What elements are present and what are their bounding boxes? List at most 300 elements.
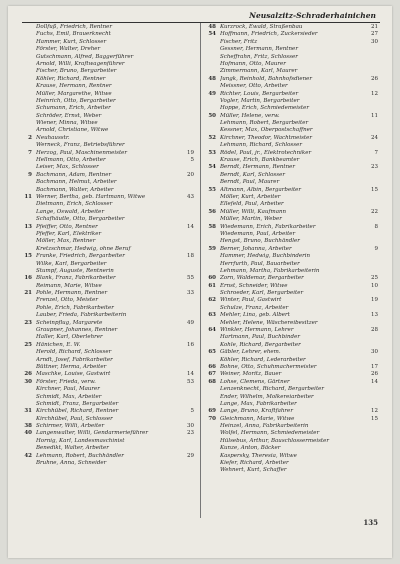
entry-number: 30 <box>371 349 378 356</box>
resident-entry: Pfeffer, Karl, Elektriker <box>36 230 102 237</box>
resident-entry: Krause, Erich, Bankbeamter <box>220 157 300 164</box>
entry-number: 5 <box>190 157 194 164</box>
directory-entry <box>22 430 194 437</box>
resident-entry: Dollfuß, Friedrich, Rentner <box>36 24 113 30</box>
resident-entry: Hofmann, Otto, Maurer <box>220 60 286 67</box>
entry-number: 55 <box>187 275 194 282</box>
resident-entry: Pfeiffer, Otto, Rentner <box>36 223 98 230</box>
resident-entry: Kessner, Max, Oberpostschaffner <box>220 127 313 134</box>
resident-entry: Schirmer, Willi, Arbeiter <box>36 423 105 430</box>
resident-entry: Kretzschmar, Hedwig, ohne Beruf <box>36 245 131 252</box>
resident-entry: Frenzel, Otto, Meister <box>36 297 98 304</box>
page-number: 135 <box>363 518 378 527</box>
resident-entry: Dietmann, Erich, Schlosser <box>36 201 113 208</box>
resident-entry: Möller, Kurt, Arbeiter <box>220 193 281 200</box>
directory-entry <box>206 24 378 31</box>
entry-number: 15 <box>371 415 378 422</box>
resident-entry: Ender, Wilhelm, Molkereiarbeiter <box>220 393 314 400</box>
entry-number: 14 <box>371 378 378 385</box>
entry-number: 26 <box>371 75 378 82</box>
directory-entry <box>22 61 194 68</box>
directory-entry <box>206 172 378 179</box>
directory-entry <box>22 290 194 297</box>
directory-entry <box>206 334 378 341</box>
directory-entry <box>206 216 378 223</box>
directory-entry <box>206 416 378 423</box>
resident-entry: Langenwalter, Willi, Gendarmerieführer <box>36 430 148 437</box>
resident-entry: Wiener, Minna, Witwe <box>36 120 98 127</box>
house-number: 31 <box>24 408 32 415</box>
resident-entry: Zimmermann, Karl, Maurer <box>220 68 298 75</box>
house-number: 38 <box>24 423 32 430</box>
directory-entry <box>206 231 378 238</box>
house-number: 69 <box>208 408 216 415</box>
directory-entry <box>206 46 378 53</box>
resident-entry: Kirchhübel, Richard, Rentner <box>36 408 119 415</box>
directory-entry <box>22 135 194 142</box>
house-number: 50 <box>208 112 216 119</box>
directory-entry <box>22 172 194 179</box>
directory-entry <box>22 401 194 408</box>
directory-entry <box>22 105 194 112</box>
resident-entry: Schmidt, Franz, Bergarbeiter <box>36 400 119 407</box>
resident-entry: Pohle, Hermann, Rentner <box>36 290 108 297</box>
directory-entry <box>206 327 378 334</box>
resident-entry: Herrfurth, Paul, Bauarbeiter <box>220 260 300 267</box>
directory-entry <box>206 312 378 319</box>
resident-entry: Pohle, Erich, Fabrikarbeiter <box>36 304 114 311</box>
resident-entry: Haller, Karl, Oberlehrer <box>36 334 103 341</box>
resident-entry: Bruhne, Anna, Schneider <box>36 460 107 467</box>
directory-entry <box>22 453 194 460</box>
entry-number: 21 <box>371 24 378 30</box>
directory-entry <box>206 246 378 253</box>
directory-entry <box>206 39 378 46</box>
directory-entry <box>206 83 378 90</box>
house-number: 58 <box>208 223 216 230</box>
resident-entry: Schroeder, Karl, Bergarbeiter <box>220 290 304 297</box>
house-number: 61 <box>208 282 216 289</box>
resident-entry: Heinrich, Otto, Bergarbeiter <box>36 97 116 104</box>
directory-entry <box>22 54 194 61</box>
directory-entry <box>206 349 378 356</box>
directory-entry <box>22 312 194 319</box>
resident-entry: Kohle, Richard, Bergarbeiter <box>220 341 301 348</box>
directory-entry <box>22 334 194 341</box>
directory-entry <box>206 127 378 134</box>
resident-entry: Jungk, Reinhold, Bahnhofsdiener <box>220 75 313 82</box>
resident-entry: Hoffmann, Friedrich, Zuckersieder <box>220 31 318 38</box>
resident-entry: Franke, Friedrich, Bergarbeiter <box>36 253 125 260</box>
directory-entry <box>206 401 378 408</box>
entry-number: 17 <box>371 363 378 370</box>
directory-entry <box>22 460 194 467</box>
entry-number: 10 <box>371 282 378 289</box>
house-number: 26 <box>24 371 32 378</box>
entry-number: 18 <box>187 253 194 260</box>
directory-entry <box>206 357 378 364</box>
resident-entry: Kiefer, Richard, Arbeiter <box>220 460 289 467</box>
resident-entry: Stumpf, Auguste, Rentnerin <box>36 267 114 274</box>
resident-entry: Leiser, Max, Schlosser <box>36 164 99 171</box>
directory-entry <box>206 224 378 231</box>
directory-entry <box>22 157 194 164</box>
resident-entry: Kaspersky, Theresia, Witwe <box>220 452 297 459</box>
directory-entry <box>206 164 378 171</box>
directory-entry <box>206 460 378 467</box>
entry-number: 20 <box>187 171 194 178</box>
resident-entry: Altmann, Albin, Bergarbeiter <box>220 186 302 193</box>
entry-number: 30 <box>187 423 194 430</box>
entry-number: 25 <box>371 275 378 282</box>
house-number: 21 <box>24 290 32 297</box>
resident-entry: Hammer, Hedwig, Buchbinderin <box>220 253 311 260</box>
header-rule <box>22 22 380 23</box>
resident-entry: Lenzenknecht, Richard, Bergarbeiter <box>220 386 325 393</box>
resident-entry: Heinzel, Anna, Fabrikarbeiterin <box>220 423 309 430</box>
resident-entry: Graupner, Johannes, Rentner <box>36 327 118 334</box>
house-number: 53 <box>208 149 216 156</box>
resident-entry: Möller, Max, Rentner <box>36 238 96 245</box>
directory-entry <box>206 105 378 112</box>
house-number: 55 <box>208 186 216 193</box>
directory-entry <box>22 68 194 75</box>
resident-entry: Bachmann, Walter, Arbeiter <box>36 186 114 193</box>
directory-entry <box>206 453 378 460</box>
house-number: 66 <box>208 363 216 370</box>
entry-number: 49 <box>187 319 194 326</box>
directory-entry <box>22 46 194 53</box>
directory-entry <box>206 386 378 393</box>
directory-entry <box>206 179 378 186</box>
resident-entry: Schmidt, Max, Arbeiter <box>36 393 102 400</box>
directory-entry <box>206 379 378 386</box>
resident-entry: Büttner, Herma, Arbeiter <box>36 363 107 370</box>
directory-entry <box>22 261 194 268</box>
resident-entry: Hornig, Karl, Landesmaschinist <box>36 437 125 444</box>
resident-entry: Winkler, Hermann, Lehrer <box>220 327 294 334</box>
directory-entry <box>22 349 194 356</box>
entry-number: 43 <box>187 193 194 200</box>
house-number: 30 <box>24 378 32 385</box>
directory-entry <box>206 430 378 437</box>
house-number: 42 <box>24 452 32 459</box>
directory-entry <box>22 91 194 98</box>
resident-entry: Wolfel, Hermann, Schmiedemeister <box>220 430 320 437</box>
resident-entry: Rödel, Paul, jr., Elektrotechniker <box>220 149 312 156</box>
directory-entry <box>22 253 194 260</box>
resident-entry: Hammer, Kurt, Schlosser <box>36 38 107 45</box>
directory-entry <box>22 283 194 290</box>
directory-entry <box>22 24 194 31</box>
entry-number: 5 <box>190 408 194 415</box>
resident-entry: Herold, Richard, Schlosser <box>36 349 112 356</box>
resident-entry: Hartmann, Paul, Buchbinder <box>220 334 300 341</box>
house-number: 13 <box>24 223 32 230</box>
entry-number: 24 <box>371 134 378 141</box>
directory-entry <box>206 253 378 260</box>
entry-number: 14 <box>187 371 194 378</box>
house-number: 49 <box>208 90 216 97</box>
directory-entry <box>22 39 194 46</box>
resident-entry: Müller, Helene, verw. <box>220 112 280 119</box>
house-number: 48 <box>208 75 216 82</box>
directory-entry <box>206 150 378 157</box>
directory-entry <box>22 231 194 238</box>
resident-entry: Herzog, Paul, Maschinenmeister <box>36 149 128 156</box>
house-number: 40 <box>24 430 32 437</box>
resident-entry: Gessner, Hermann, Rentner <box>220 46 298 53</box>
resident-entry: Meissner, Otto, Arbeiter <box>220 83 288 90</box>
directory-entry <box>206 157 378 164</box>
directory-entry <box>22 305 194 312</box>
resident-entry: Fuchs, Emil, Brauerknecht <box>36 31 111 38</box>
directory-entry <box>22 209 194 216</box>
directory-entry <box>206 320 378 327</box>
directory-entry <box>206 342 378 349</box>
resident-entry: Hänichen, E. W. <box>36 341 81 348</box>
resident-entry: Köhler, Richard, Lederarbeiter <box>220 356 306 363</box>
resident-entry: Hülsebus, Arthur, Bauschlossermeister <box>220 437 330 444</box>
resident-entry: Reimann, Marie, Witwe <box>36 282 102 289</box>
resident-entry: Kirchner, Theodor, Wachtmeister <box>220 134 313 141</box>
directory-entry <box>206 187 378 194</box>
resident-entry: Hengst, Bruno, Buchhändler <box>220 238 300 245</box>
resident-entry: Richter, Louis, Bergarbeiter <box>220 90 299 97</box>
house-number: 9 <box>28 171 32 178</box>
entry-number: 28 <box>371 327 378 334</box>
directory-entry <box>206 68 378 75</box>
directory-entry <box>206 91 378 98</box>
house-number: 25 <box>24 341 32 348</box>
house-number: 7 <box>28 149 32 156</box>
directory-entry <box>206 275 378 282</box>
resident-entry: Lehmann, Richard, Schlosser <box>220 142 302 149</box>
directory-entry <box>22 127 194 134</box>
resident-entry: Berner, Johanna, Arbeiter <box>220 245 292 252</box>
resident-entry: Scheinpflug, Margarete <box>36 319 103 326</box>
resident-entry: Wehnert, Kurt, Schaffer <box>220 467 287 474</box>
house-number: 59 <box>208 245 216 252</box>
directory-entry <box>22 98 194 105</box>
directory-entry <box>22 31 194 38</box>
resident-entry: Neuhausstr. <box>36 134 70 141</box>
directory-entry <box>206 394 378 401</box>
directory-entry <box>22 194 194 201</box>
directory-entry <box>206 261 378 268</box>
resident-entry: Maschke, Louise, Gastwirt <box>36 371 111 378</box>
directory-entry <box>22 327 194 334</box>
house-number: 11 <box>24 193 32 200</box>
house-number: 65 <box>208 349 216 356</box>
house-number: 70 <box>208 415 216 422</box>
resident-entry: Lange, Oswald, Arbeiter <box>36 208 105 215</box>
entry-number: 11 <box>371 112 378 119</box>
resident-entry: Wiedemann, Paul, Arbeiter <box>220 230 296 237</box>
resident-entry: Lange, Max, Fabrikarbeiter <box>220 400 297 407</box>
resident-entry: Werneck, Franz, Betriebsführer <box>36 142 125 149</box>
directory-entry <box>22 224 194 231</box>
house-number: 63 <box>208 312 216 319</box>
resident-entry: Fischer, Bruno, Bergarbeiter <box>36 68 117 75</box>
directory-entry <box>22 268 194 275</box>
resident-entry: Bohne, Otto, Schuhmachermeister <box>220 363 317 370</box>
resident-entry: Zorn, Waldemar, Bergarbeiter <box>220 275 304 282</box>
resident-entry: Wiedemann, Erich, Fabrikarbeiter <box>220 223 316 230</box>
resident-entry: Müller, Martin, Weber <box>220 216 282 223</box>
directory-entry <box>22 113 194 120</box>
column-divider <box>200 23 201 518</box>
directory-entry <box>22 379 194 386</box>
resident-entry: Kirchhübel, Paul, Schlosser <box>36 415 113 422</box>
resident-entry: Schulze, Franz, Arbeiter <box>220 304 289 311</box>
directory-entry <box>206 297 378 304</box>
resident-entry: Berndt, Hermann, Rentner <box>220 164 296 171</box>
entry-number: 7 <box>374 149 378 156</box>
directory-entry <box>206 76 378 83</box>
directory-entry <box>22 438 194 445</box>
directory-entry <box>22 142 194 149</box>
directory-entry <box>22 423 194 430</box>
entry-number: 30 <box>371 38 378 45</box>
entry-number: 27 <box>371 31 378 38</box>
house-number: 54 <box>208 31 216 38</box>
directory-entry <box>206 113 378 120</box>
resident-entry: Fischer, Fritz <box>220 38 258 45</box>
resident-entry: Mehler, Helene, Wäschereibesitzer <box>220 319 318 326</box>
house-number: 60 <box>208 275 216 282</box>
directory-entry <box>206 305 378 312</box>
directory-entry <box>206 194 378 201</box>
resident-entry: Ernst, Schneider, Witwe <box>220 282 288 289</box>
resident-entry: Schumann, Erich, Arbeiter <box>36 105 111 112</box>
resident-entry: Hellmann, Otto, Arbeiter <box>36 157 106 164</box>
directory-entry <box>206 408 378 415</box>
left-column <box>22 24 194 467</box>
house-number: 68 <box>208 378 216 385</box>
directory-entry <box>22 216 194 223</box>
house-number: 52 <box>208 134 216 141</box>
right-column <box>206 24 378 475</box>
house-number: 64 <box>208 327 216 334</box>
entry-number: 15 <box>371 186 378 193</box>
entry-number: 12 <box>371 408 378 415</box>
directory-entry <box>22 342 194 349</box>
directory-entry <box>22 164 194 171</box>
directory-entry <box>22 83 194 90</box>
directory-entry <box>22 76 194 83</box>
house-number: 48 <box>208 24 216 30</box>
entry-number: 9 <box>374 245 378 252</box>
house-number: 54 <box>208 164 216 171</box>
directory-entry <box>206 283 378 290</box>
house-number: 62 <box>208 297 216 304</box>
resident-entry: Lehmann, Robert, Bergarbeiter <box>220 120 309 127</box>
resident-entry: Vogler, Martin, Bergarbeiter <box>220 97 300 104</box>
entry-number: 8 <box>374 223 378 230</box>
directory-entry <box>22 364 194 371</box>
directory-entry <box>22 371 194 378</box>
directory-entry <box>22 386 194 393</box>
directory-entry <box>22 201 194 208</box>
entry-number: 13 <box>371 312 378 319</box>
resident-entry: Lohse, Clemens, Gärtner <box>220 378 290 385</box>
resident-entry: Gleichmann, Marie, Witwe <box>220 415 295 422</box>
directory-entry <box>22 187 194 194</box>
entry-number: 53 <box>187 378 194 385</box>
resident-entry: Scheffrahn, Fritz, Schlosser <box>220 53 298 60</box>
entry-number: 14 <box>187 223 194 230</box>
directory-entry <box>206 120 378 127</box>
resident-entry: Gäbler, Lehrer, ehem. <box>220 349 281 356</box>
entry-number: 26 <box>371 371 378 378</box>
resident-entry: Gutschmann, Alfred, Baggerführer <box>36 53 134 60</box>
directory-entry <box>206 98 378 105</box>
directory-entry <box>206 371 378 378</box>
directory-entry <box>206 467 378 474</box>
directory-entry <box>206 209 378 216</box>
resident-entry: Köhler, Richard, Rentner <box>36 75 106 82</box>
entry-number: 22 <box>371 208 378 215</box>
entry-number: 29 <box>187 452 194 459</box>
entry-number: 19 <box>371 297 378 304</box>
directory-entry <box>206 290 378 297</box>
directory-entry <box>22 238 194 245</box>
directory-entry <box>206 268 378 275</box>
directory-entry <box>22 408 194 415</box>
resident-entry: Benedikt, Walter, Arbeiter <box>36 445 109 452</box>
resident-entry: Förster, Walter, Dreher <box>36 46 101 53</box>
directory-entry <box>22 150 194 157</box>
resident-entry: Bachmann, Adam, Rentner <box>36 171 112 178</box>
directory-entry <box>22 179 194 186</box>
house-number: 23 <box>24 319 32 326</box>
directory-entry <box>206 438 378 445</box>
resident-entry: Wilke, Karl, Bergarbeiter <box>36 260 107 267</box>
entry-number: 23 <box>371 164 378 171</box>
resident-entry: Mehler, Lina, geb. Albert <box>220 312 290 319</box>
resident-entry: Krause, Hermann, Rentner <box>36 83 112 90</box>
house-number: 16 <box>24 275 32 282</box>
resident-entry: Müller, Willi, Kaufmann <box>220 208 287 215</box>
resident-entry: Werner, Bertha, geb. Hartmann, Witwe <box>36 193 146 200</box>
entry-number: 16 <box>187 341 194 348</box>
resident-entry: Förster, Frieda, verw. <box>36 378 96 385</box>
resident-entry: Weiner, Moritz, Bauer <box>220 371 282 378</box>
directory-entry <box>206 31 378 38</box>
directory-entry <box>206 201 378 208</box>
directory-page <box>8 6 392 558</box>
resident-entry: Schafhäutle, Otto, Bergarbeiter <box>36 216 125 223</box>
directory-entry <box>22 320 194 327</box>
resident-entry: Lauber, Frieda, Fabrikarbeiterin <box>36 312 127 319</box>
resident-entry: Kurzrock, Ewald, Straßenbau <box>220 24 303 30</box>
directory-entry <box>206 135 378 142</box>
directory-entry <box>206 142 378 149</box>
directory-entry <box>206 445 378 452</box>
resident-entry: Berndt, Karl, Schlosser <box>220 171 285 178</box>
directory-entry <box>206 423 378 430</box>
street-header-title: Neusalzitz-Schraderhainichen <box>249 11 376 20</box>
directory-entry <box>206 238 378 245</box>
directory-entry <box>22 445 194 452</box>
directory-entry <box>206 54 378 61</box>
resident-entry: Kunze, Anton, Bäcker <box>220 445 281 452</box>
entry-number: 12 <box>371 90 378 97</box>
directory-entry <box>22 246 194 253</box>
resident-entry: Kirchner, Paul, Maurer <box>36 386 100 393</box>
resident-entry: Arndt, Josef, Fabrikarbeiter <box>36 356 113 363</box>
